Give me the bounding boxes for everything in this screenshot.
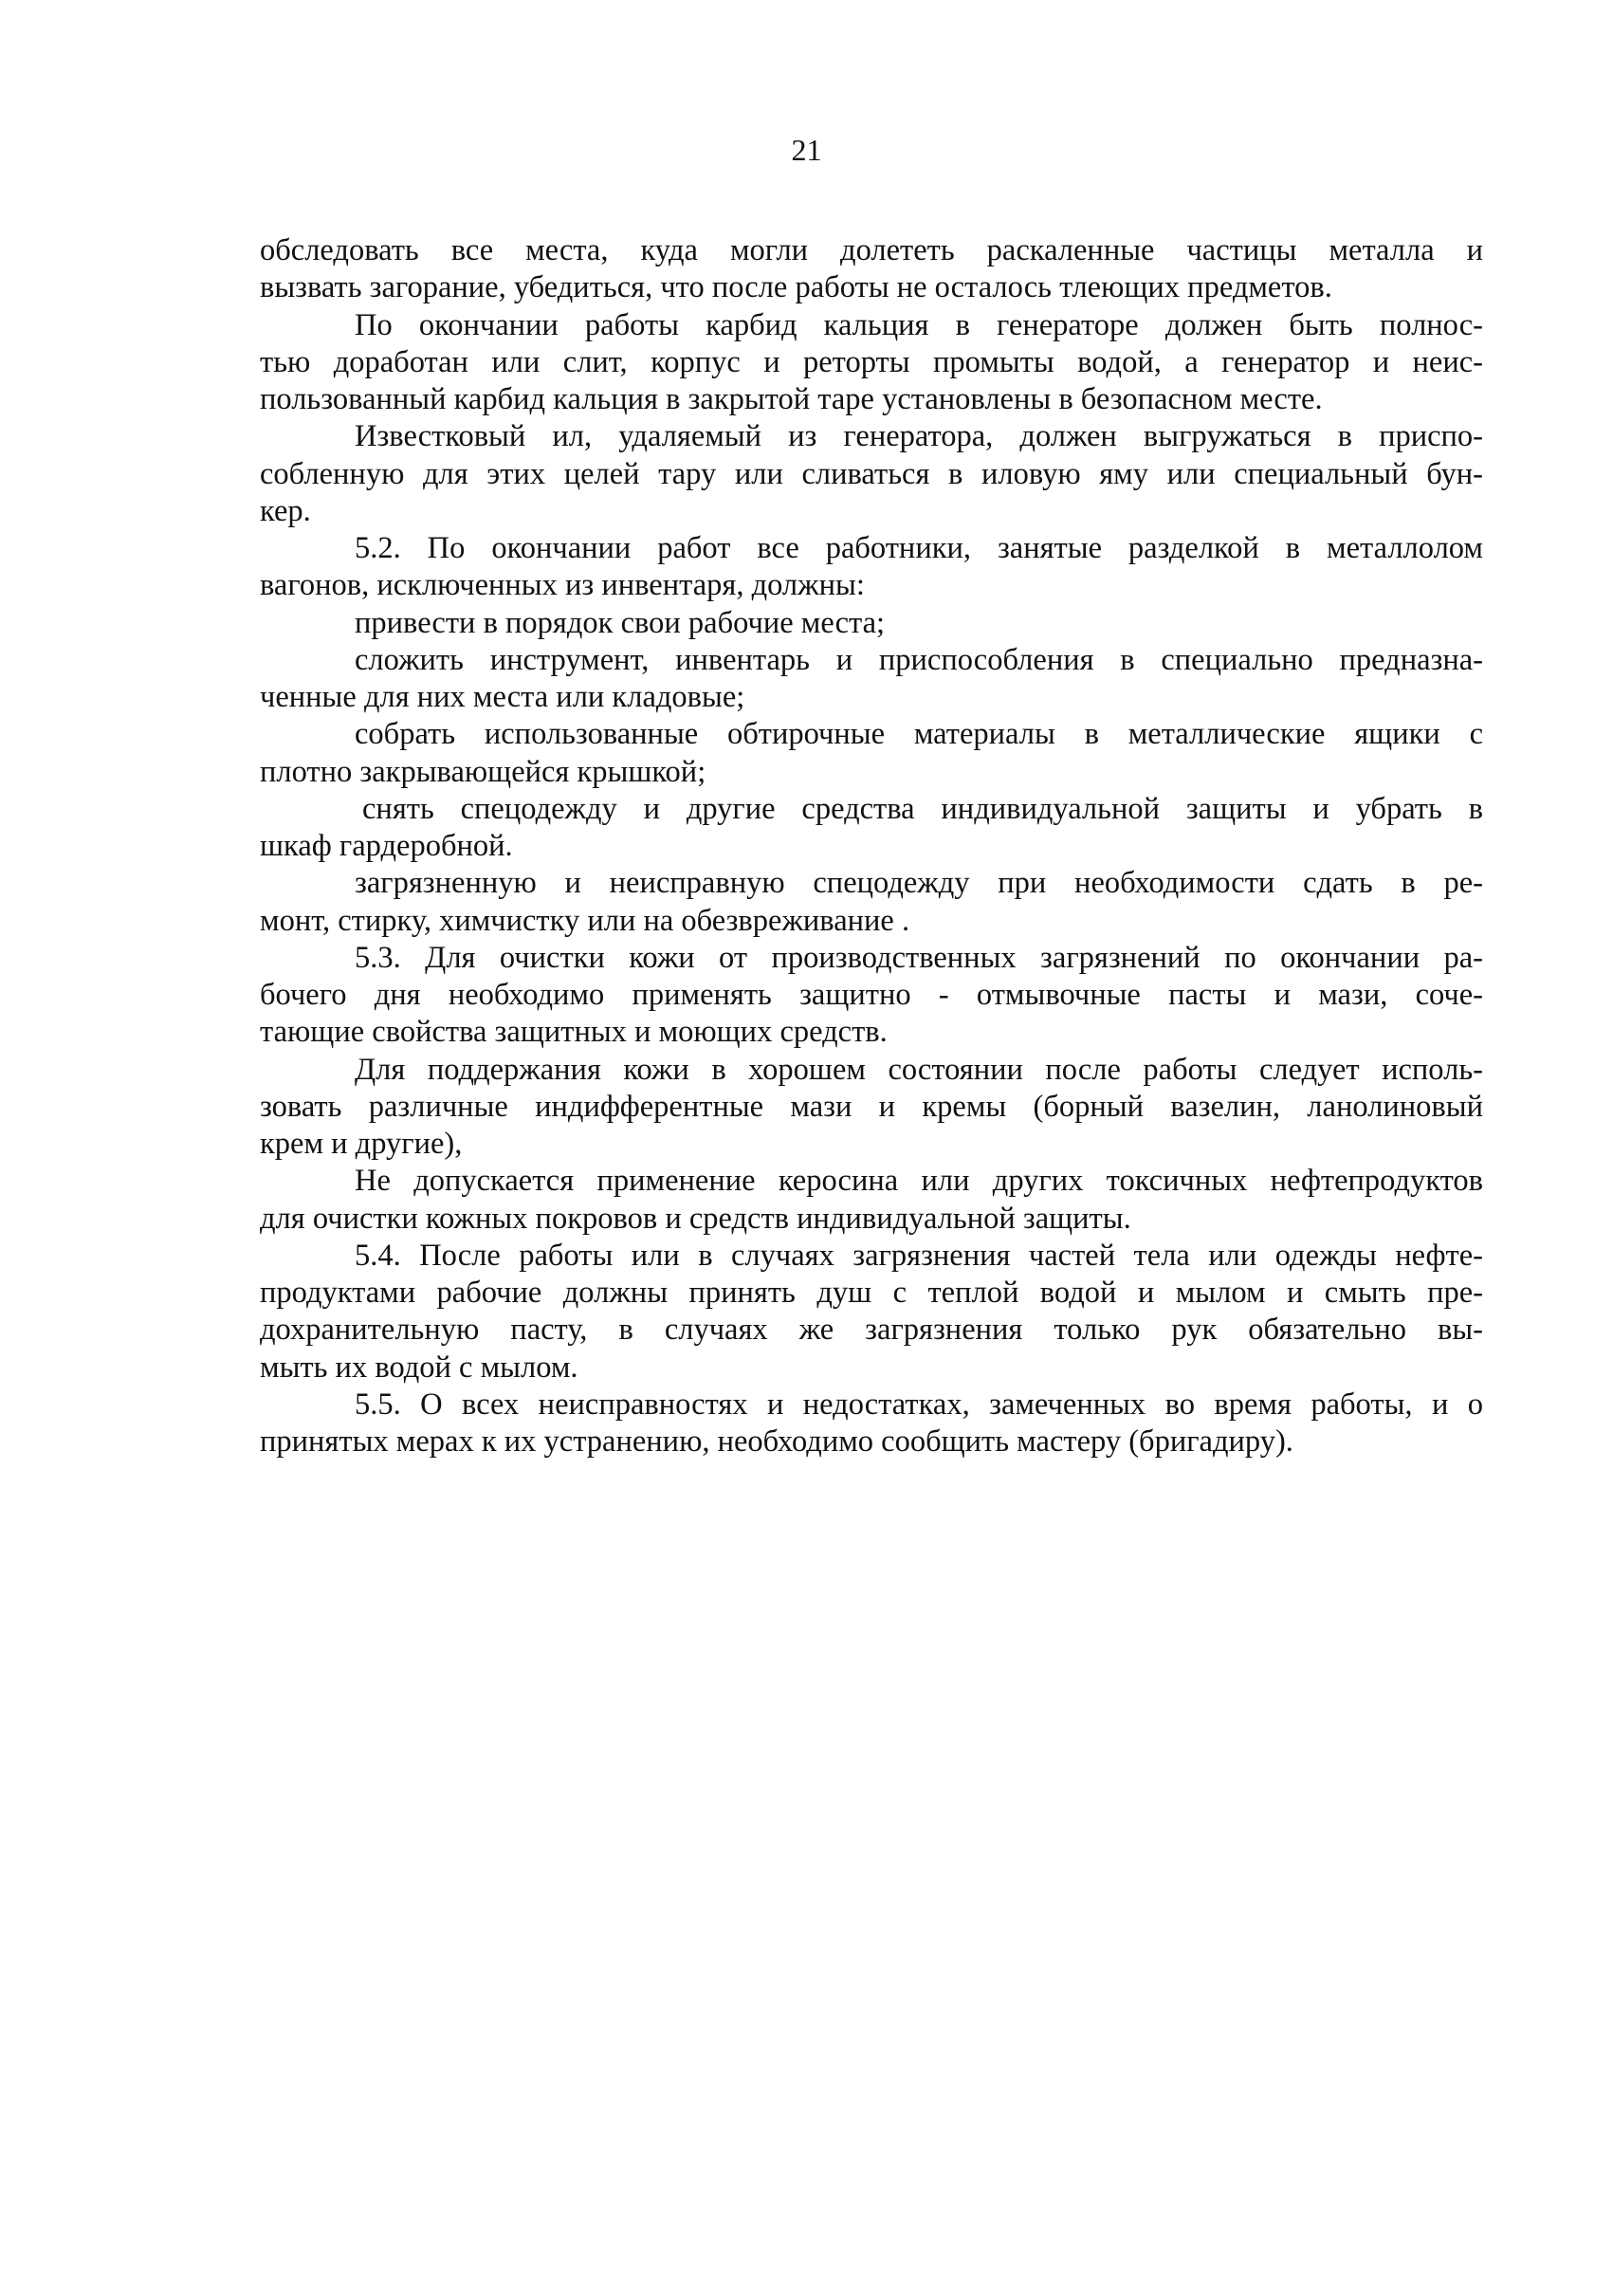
text-line: вагонов, исключенных из инвентаря, должны: [260,568,865,603]
text-line: бочего дня необходимо применять защитно - отмывочные пасты и мази, соче- [260,978,1483,1012]
text-line: По окончании работы карбид кальция в генераторе должен быть полнос- [355,307,1483,342]
text-line: зовать различные индифферентные мази и кремы (борный вазелин, ланолиновый [260,1089,1483,1124]
text-line: Для поддержания кожи в хорошем состоянии после работы следует исполь- [355,1052,1483,1087]
text-line: 5.2. По окончании работ все работники, занятые разделкой в металлолом [355,531,1483,565]
text-line: 5.4. После работы или в случаях загрязнения частей тела или одежды нефте- [355,1238,1483,1273]
text-line: ченные для них места или кладовые; [260,680,745,714]
text-line: снять спецодежду и другие средства индивидуальной защиты и убрать в [362,791,1483,826]
text-line: крем и другие), [260,1127,463,1161]
text-line: монт, стирку, химчистку или на обезвреживание . [260,903,910,938]
text-line: пользованный карбид кальция в закрытой таре установлены в безопасном месте. [260,382,1323,416]
text-line: плотно закрывающейся крышкой; [260,754,706,789]
text-line: мыть их водой с мылом. [260,1350,578,1385]
text-line: продуктами рабочие должны принять душ с теплой водой и мылом и смыть пре- [260,1276,1483,1310]
text-line: дохранительную пасту, в случаях же загрязнения только рук обязательно вы- [260,1313,1483,1348]
text-line: Не допускается применение керосина или других токсичных нефтепродуктов [355,1164,1483,1199]
text-line: обследовать все места, куда могли долететь раскаленные частицы металла и [260,233,1483,267]
text-line: привести в порядок свои рабочие места; [355,605,886,640]
text-line: загрязненную и неисправную спецодежду при необходимости сдать в ре- [355,866,1483,901]
text-line: принятых мерах к их устранению, необходимо сообщить мастеру (бригадиру). [260,1424,1293,1459]
text-line: 5.5. О всех неисправностях и недостатках, замеченных во время работы, и о [355,1387,1483,1422]
text-line: кер. [260,493,311,528]
text-line: собрать использованные обтирочные материалы в металлические ящики с [355,717,1483,752]
text-line: шкаф гардеробной. [260,829,513,863]
text-line: сложить инструмент, инвентарь и приспособления в специально предназна- [355,642,1483,677]
body-text [260,232,1483,1460]
text-line: тью доработан или слит, корпус и реторты промыты водой, а генератор и неис- [260,344,1483,379]
text-line: вызвать загорание, убедиться, что после работы не осталось тлеющих предметов. [260,270,1332,305]
page-number: 21 [791,133,822,167]
text-line: для очистки кожных покровов и средств индивидуальной защиты. [260,1201,1131,1236]
text-line: Известковый ил, удаляемый из генератора, должен выгружаться в приспо- [355,419,1483,454]
text-line: собленную для этих целей тару или сливаться в иловую яму или специальный бун- [260,456,1483,491]
text-line: 5.3. Для очистки кожи от производственных загрязнений по окончании ра- [355,940,1483,975]
text-line: тающие свойства защитных и моющих средств. [260,1015,888,1050]
